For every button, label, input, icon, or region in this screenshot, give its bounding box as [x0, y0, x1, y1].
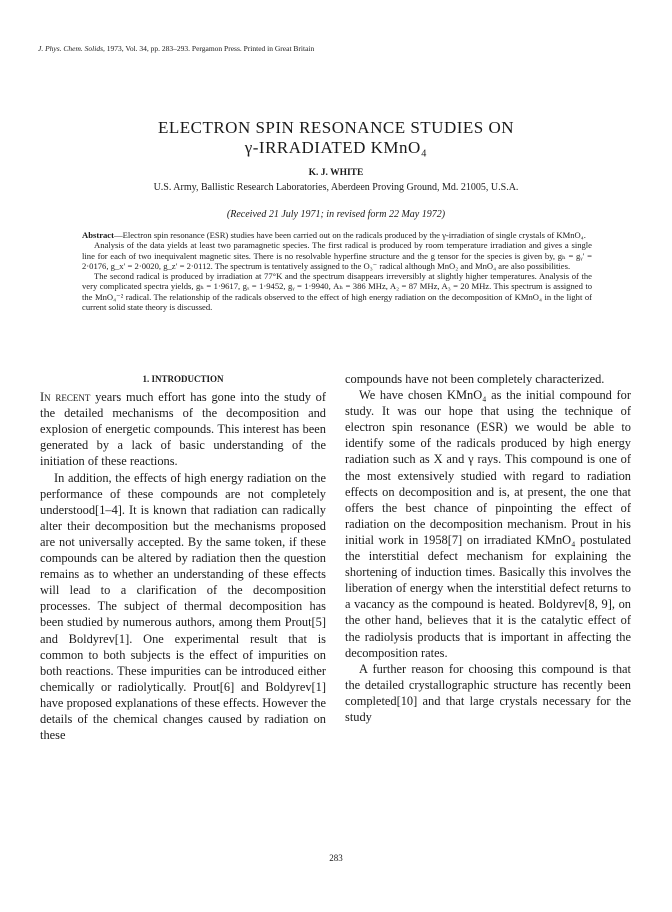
article-title-line-2: γ-IRRADIATED KMnO₄ — [244, 138, 428, 157]
section-heading: 1. INTRODUCTION — [142, 374, 224, 384]
received-date: (Received 21 July 1971; in revised form 22 May 1972) — [226, 209, 446, 220]
intro-paragraph-4: We have chosen KMnO₄ as the initial compound for study. It was our hope that using the technique of electron spin resonance (ESR) we would be able to identify some of the radicals produced by high energy radiation such as X and γ rays. This compound is one of the most extensively studied with regard to radiation effects on decomposition and is, at present, the one that offers the best chance of pinpointing the effect of radiation on the decomposition mechanism. Prout in his initial work in 1958[7] on irradiated KMnO₄ postulated the interstitial defect mechanism for explaining the shortening of induction times. Basically this involves the liberation of energy when the interstitial defect returns to a vacancy as the compound is heated. Boldyrev[8, 9], on the other hand, believes that it is the catalytic effect of the radiolysis products that is important in affecting the decomposition rates. — [345, 388, 631, 660]
author-name: K. J. WHITE — [308, 168, 364, 178]
article-title-line-1: ELECTRON SPIN RESONANCE STUDIES ON — [157, 118, 515, 137]
intro-paragraph-3: compounds have not been completely characterized. — [345, 372, 605, 386]
body-column-right — [345, 371, 631, 725]
journal-citation — [38, 44, 314, 53]
page-number: 283 — [329, 853, 343, 863]
intro-lead-in: In recent — [40, 390, 91, 405]
intro-paragraph-5: A further reason for choosing this compound is that the detailed crystallographic structure has recently been completed[10] and that large crystals necessary for the study — [345, 661, 631, 724]
body-column-left — [40, 371, 326, 743]
abstract-paragraph-2: Analysis of the data yields at least two paramagnetic species. The first radical is produced by room temperature irradiation and gives a single line for each of two inequivalent magnetic sites. There is no resolvable hyperfine structure and the g tensor for the species is given by, gₕ = gᵧ′ = 2·0176, g_x′ = 2·0020, g_z′ = 2·0112. The spectrum is tentatively assigned to the O₃⁻ radical although MnO₂ and MnO₄ are also possibilities. — [82, 240, 592, 271]
intro-paragraph-2: In addition, the effects of high energy radiation on the performance of these compounds are not completely understood[1–4]. It is known that radiation can radically alter their decomposition but the mechanisms proposed are not universally accepted. By the same token, if these compounds can be altered by radiation then the question remains as to whether an understanding of these effects will lead to a clarification of the decomposition processes. The subject of thermal decomposition has been studied by numerous authors, among them Prout[5] and Boldyrev[1]. One experimental result that is common to both subjects is the effect of impurities on both reactions. These impurities can be introduced either chemically or radiolytically. Prout[6] and Boldyrev[1] have proposed explanations of these effects. However the details of the chemical changes caused by radiation on these — [40, 470, 326, 743]
abstract-paragraph-1: Abstract—Electron spin resonance (ESR) studies have been carried out on the radicals produced by the γ-irradiation of single crystals of KMnO₄. — [82, 230, 586, 240]
author-affiliation: U.S. Army, Ballistic Research Laboratories, Aberdeen Proving Ground, Md. 21005, U.S.A. — [153, 182, 519, 193]
journal-details: 1973, Vol. 34, pp. 283–293. Pergamon Press. Printed in Great Britain — [106, 44, 315, 53]
intro-paragraph-1: In recent years much effort has gone into the study of the detailed mechanisms of the decomposition and explosion of energetic compounds. This interest has been generated by a lack of basic understanding of the initiation of these reactions. — [40, 390, 326, 469]
abstract-label: Abstract — [82, 230, 114, 240]
abstract-paragraph-3: The second radical is produced by irradiation at 77°K and the spectrum disappears irreversibly at slightly higher temperatures. Analysis of the very complicated spectra yields, gₕ = 1·9617, gₓ = 1·9452, gᵧ = 1·9940, Aₕ = 386 MHz, A₂ = 87 MHz, A₃ = 20 MHz. This spectrum is assigned to the MnO₄⁻² radical. The relationship of the radicals observed to the effect of high energy radiation on the decomposition of KMnO₄ in the light of current solid state theory is discussed. — [82, 271, 592, 313]
abstract — [82, 230, 592, 312]
journal-name: J. Phys. Chem. Solids, — [38, 44, 105, 53]
